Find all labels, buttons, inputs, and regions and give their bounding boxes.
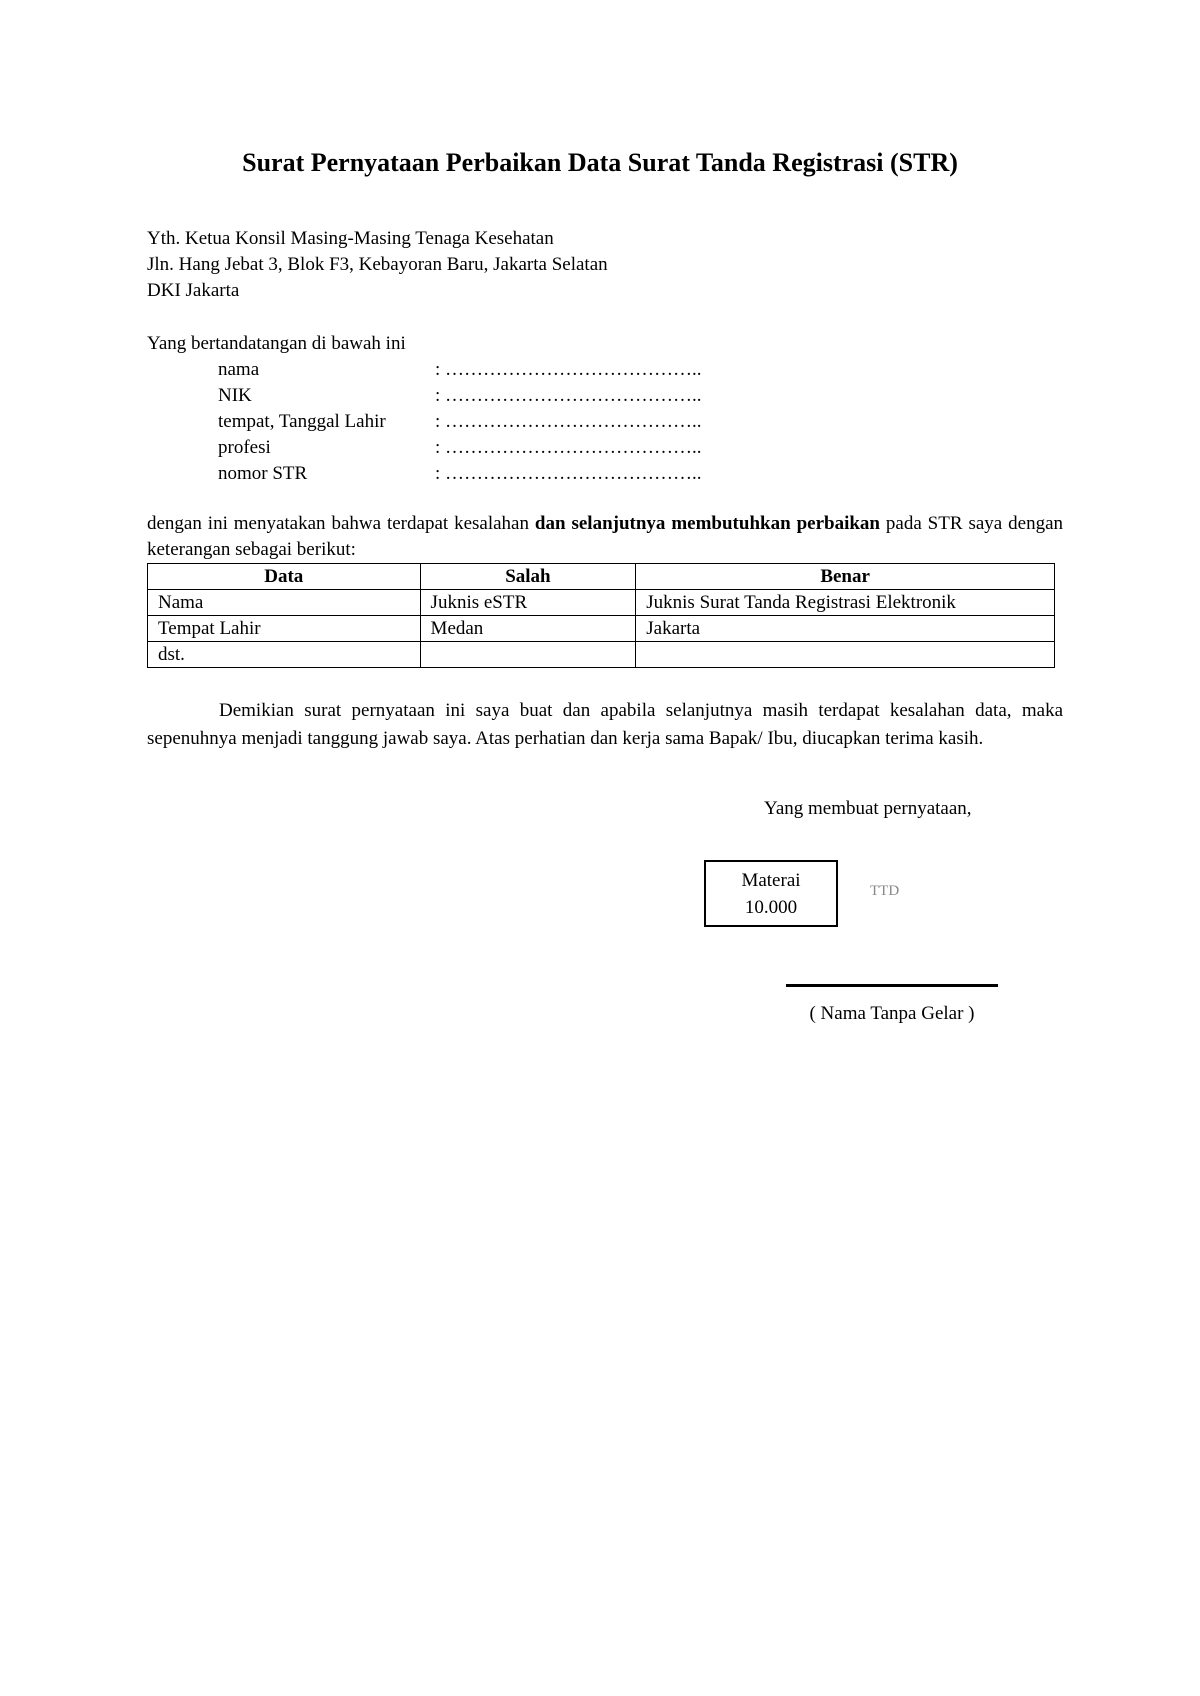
field-row-nik [218,383,702,409]
statement-part-1: dengan ini menyatakan bahwa terdapat kesalahan [147,513,535,534]
table-cell: dst. [148,642,421,668]
header-data: Data [148,564,421,590]
field-value: : ………………………………….. [435,411,702,432]
statement-part-2: pada STR saya dengan keterangan sebagai berikut: [147,513,1063,560]
recipient-address [147,226,608,304]
field-value: : ………………………………….. [435,359,702,380]
table-cell [636,642,1055,668]
recipient-line-2: Jln. Hang Jebat 3, Blok F3, Kebayoran Baru, Jakarta Selatan [147,254,608,275]
table-row [148,616,1055,642]
table-header-row [148,564,1055,590]
identity-fields [218,357,702,487]
table-row [148,590,1055,616]
table-cell: Juknis eSTR [420,590,636,616]
correction-table [147,563,1055,668]
statement-text [147,511,1063,563]
field-value: : ………………………………….. [435,437,702,458]
field-label: nomor STR [218,463,308,484]
table-cell: Nama [148,590,421,616]
field-row-birth [218,409,702,435]
document-title: Surat Pernyataan Perbaikan Data Surat Tanda Registrasi (STR) [242,148,958,177]
field-row-profesi [218,435,702,461]
intro-line: Yang bertandatangan di bawah ini [147,333,406,354]
signatory-name: ( Nama Tanpa Gelar ) [809,1003,975,1024]
table-cell [420,642,636,668]
intro-text [147,331,406,357]
stamp-line-2: 10.000 [744,896,798,918]
closing-paragraph [147,697,1063,753]
field-label: profesi [218,437,271,458]
table-cell: Tempat Lahir [148,616,421,642]
statement-paragraph [147,511,1063,563]
closing-text: Demikian surat pernyataan ini saya buat dan apabila selanjutnya masih terdapat kesalahan data, maka sepenuhnya menjadi tanggung jawab saya. Atas perhatian dan kerja sama Bapak/ Ibu, diucapkan terima kasih. [147,700,1063,749]
ttd-label: TTD [870,883,900,899]
signature-line [786,984,998,987]
table-row [148,642,1055,668]
stamp-box [704,860,838,927]
field-value: : ………………………………….. [435,385,702,406]
statement-bold: dan selanjutnya membutuhkan perbaikan [534,513,880,534]
table-cell: Jakarta [636,616,1055,642]
field-label: nama [218,359,260,380]
field-label: tempat, Tanggal Lahir [218,411,386,432]
field-row-str [218,461,702,487]
maker-label: Yang membuat pernyataan, [764,798,972,819]
table-cell: Juknis Surat Tanda Registrasi Elektronik [636,590,1055,616]
field-row-nama [218,357,702,383]
recipient-line-3: DKI Jakarta [147,280,240,301]
recipient-line-1: Yth. Ketua Konsil Masing-Masing Tenaga Kesehatan [147,228,554,249]
field-value: : ………………………………….. [435,463,702,484]
header-salah: Salah [420,564,636,590]
header-benar: Benar [636,564,1055,590]
stamp-line-1: Materai [741,869,801,891]
table-cell: Medan [420,616,636,642]
field-label: NIK [218,385,252,406]
